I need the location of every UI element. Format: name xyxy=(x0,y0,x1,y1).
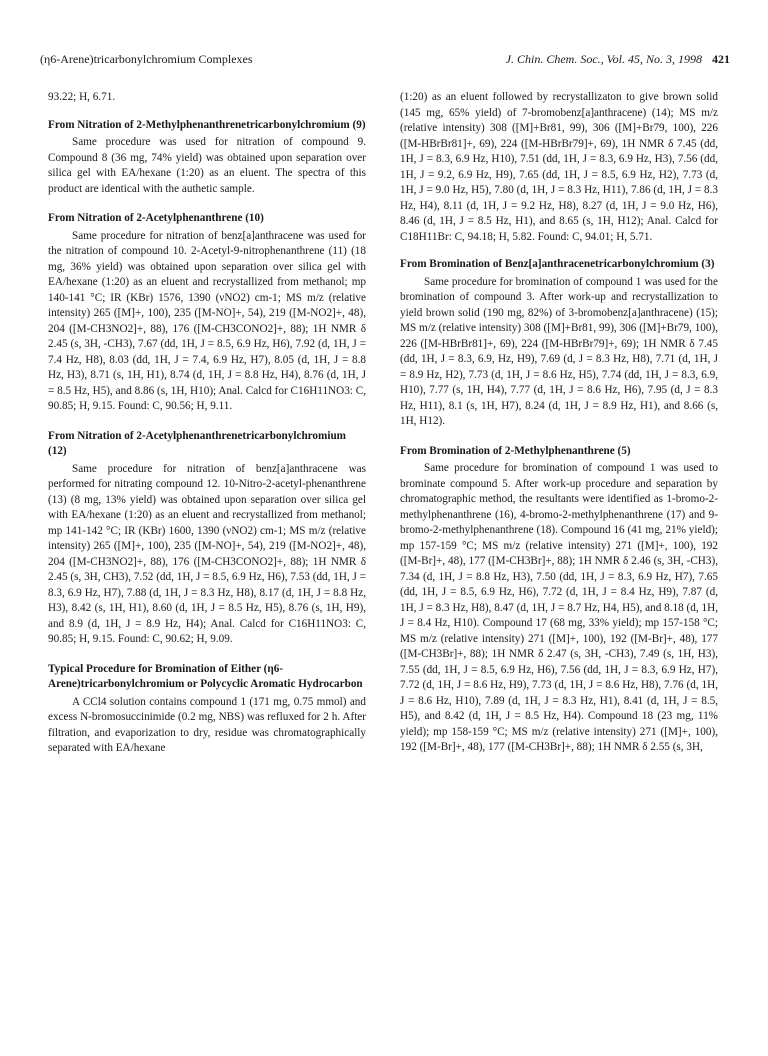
section-body: Same procedure for bromination of compound 1 was used for the bromination of compound 3. After work-up and recrystallization to yield brown solid (190 mg, 82%) of 3-bromobenz[a]anthracene) (15); MS m/z (relative intensity) 308 ([M]+Br81, 99), 306 ([M]+Br79, 100), 226 ([M-HBrBr81]+, 69), 224 ([M-HBrBr79]+, 69); 1H NMR δ 7.45 (dd, 1H, J = 8.3, 6.9, Hz, H9), 7.69 (d, J = 8.3 Hz, H8), 7.71 (d, 1H, J = 8.9 Hz, H2), 7.73 (d, 1H, J = 8.6 Hz, H5), 7.74 (dd, 1H, J = 8.3, 6.9, H10), 7.77 (s, 1H, H4), 7.77 (d, 1H, J = 8.6 Hz, H6), 7.95 (d, J = 8.3 Hz, H11), 8.1 (s, 1H, H7), 8.24 (d, 1H, J = 8.9 Hz, H1), and 8.66 (s, 1H, H12). xyxy=(400,275,718,427)
section-heading: From Bromination of Benz[a]anthracenetricarbonylchromium (3) xyxy=(400,258,715,270)
right-column xyxy=(400,90,718,756)
left-column xyxy=(48,90,366,757)
continued-paragraph: 93.22; H, 6.71. xyxy=(48,91,116,103)
running-head-journal xyxy=(506,52,730,67)
page-number: 421 xyxy=(712,52,730,66)
section-body: Same procedure was used for nitration of compound 9. Compound 8 (36 mg, 74% yield) was obtained upon separation over silica gel with EA/hexane (1:20) as an eluent. The spectra of this product are identical with the authetic sample. xyxy=(48,136,366,195)
running-head xyxy=(40,52,730,68)
section-body: A CCl4 solution contains compound 1 (171 mg, 0.75 mmol) and excess N-bromosuccinimide (0.2 mg, NBS) was refluxed for 2 h. After filtration, and evaporization to dry, residue was chromatographically separated with EA/hexane xyxy=(48,695,366,754)
running-head-title: (η6-Arene)tricarbonylchromium Complexes xyxy=(40,52,253,66)
section-body: Same procedure for nitration of benz[a]anthracene was used for the nitration of compound 10. 2-Acetyl-9-nitrophenanthrene (11) (18 mg, 36% yield) was obtained upon separation over silica gel with EA/hexane (1:20) as an eluent and recrystallized from methanol; mp 140-141 °C; IR (KBr) 1576, 1390 (νNO2) cm-1; MS m/z (relative intensity) 265 ([M]+, 100), 235 ([M-NO]+, 54), 219 ([M-NO2]+, 48), 204 ([M-CH3NO2]+, 88), 176 ([M-CH3CONO2]+, 88); 1H NMR δ 2.45 (s, 3H, -CH3), 7.67 (dd, 1H, J = 8.5, 6.9 Hz, H6), 7.92 (d, 1H, J = 7.4 Hz, H8), 8.03 (dd, 1H, J = 7.4, 6.9 Hz, H7), 8.05 (d, 1H, J = 8.8 Hz, H3), 8.71 (s, 1H, H1), 8.74 (d, 1H, J = 8.8 Hz, H4), 8.76 (d, 1H, J = 8.5 Hz, H5), and 8.86 (s, 1H, H10); Anal. Calcd for C16H11NO3: C, 90.85; H, 9.15. Found: C, 90.56; H, 9.11. xyxy=(48,229,366,412)
section-heading: Typical Procedure for Bromination of Either (η6-Arene)tricarbonylchromium or Polycyclic Aromatic Hydrocarbon xyxy=(48,662,363,690)
journal-citation: J. Chin. Chem. Soc., Vol. 45, No. 3, 1998 xyxy=(505,52,702,66)
section-body: Same procedure for bromination of compound 1 was used to brominate compound 5. After work-up procedure and separation by chromatographic method, the resultants were identified as 1-bromo-2-methylphenanthrene (16), 4-bromo-2-methylphenanthrene (17) and 9-bromo-2-methylphenanthrene (18). Compound 16 (41 mg, 21% yield); mp 157-159 °C; MS m/z (relative intensity) 271 ([M]+, 100), 192 ([M-Br]+, 48), 177 ([M-CH3Br]+, 88); 1H NMR δ 2.46 (s, 3H, -CH3), 7.34 (d, 1H, J = 8.8 Hz, H3), 7.50 (dd, 1H, J = 8.3, 6.9 Hz, H7), 7.65 (dd, 1H, J = 8.5, 6.9 Hz, H6), 7.72 (d, 1H, J = 8.4 Hz, H9), 7.87 (d, 1H, J = 8.3 Hz, H8), 8.47 (d, 1H, J = 8.7 Hz, H4, H5), and 8.18 (d, 1H, J = 8.4 Hz, H10). Compound 17 (68 mg, 33% yield); mp 157-158 °C; MS m/z (relative intensity) 271 ([M]+, 100), 192 ([M-Br]+, 48), 177 ([M-CH3Br]+, 88); 1H NMR δ 2.47 (s, 3H, -CH3), 7.49 (s, 1H, H3), 7.55 (dd, 1H, J = 8.5, 6.9 Hz, H6), 7.56 (dd, 1H, J = 8.3, 6.9 Hz, H7), 7.72 (d, 1H, J = 8.6 Hz, H9), 7.73 (d, 1H, J = 8.6 Hz, H8), 7.76 (d, 1H, J = 8.6 Hz, H10), 7.89 (d, 1H, J = 8.3 Hz, H1), 8.41 (d, 1H, J = 8.5, H5), and 8.42 (d, 1H, J = 8.5 Hz, H4). Compound 18 (23 mg, 11% yield); mp 158-159 °C; MS m/z (relative intensity) 271 ([M]+, 100), 192 ([M-Br]+, 48), 177 ([M-CH3Br]+, 88); 1H NMR δ 2.55 (s, 3H, xyxy=(400,462,718,753)
section-heading: From Nitration of 2-Acetylphenanthrenetricarbonylchromium (12) xyxy=(48,429,346,457)
section-heading: From Nitration of 2-Acetylphenanthrene (10) xyxy=(48,212,264,224)
section-heading: From Nitration of 2-Methylphenanthrenetricarbonylchromium (9) xyxy=(48,118,366,131)
section-heading: From Bromination of 2-Methylphenanthrene (5) xyxy=(400,444,631,457)
continued-paragraph: (1:20) as an eluent followed by recrystallizaton to give brown solid (145 mg, 65% yield) of 7-bromobenz[a]anthracene) (14); MS m/z (relative intensity) 308 ([M]+Br81, 99), 306 ([M]+Br79, 100), 226 ([M-HBrBr81]+, 69), 224 ([M-HBrBr79]+, 69), 1H NMR δ 7.45 (dd, 1H, J = 8.3, 6.9 Hz, H10), 7.51 (dd, 1H, J = 8.3, 6.9 Hz, H3), 7.56 (dd, 1H, J = 9.2, 6.9 Hz, H9), 7.65 (dd, 1H, J = 8.5, 6.9 Hz, H2), 7.73 (d, 1H, J = 9.0 Hz, H5), 7.80 (d, 1H, J = 8.3 Hz, H11), 7.86 (d, 1H, J = 8.3 Hz, H4), 8.11 (d, 1H, J = 9.2 Hz, H8), 8.27 (d, 1H, J = 9.0 Hz, H6), 8.46 (d, 1H, J = 8.5 Hz, H1), and 8.65 (s, 1H, H12); Anal. Calcd for C18H11Br: C, 94.18; H, 5.82. Found: C, 94.01; H, 5.71. xyxy=(400,91,718,243)
section-body: Same procedure for nitration of benz[a]anthracene was performed for nitrating compound 12. 10-Nitro-2-acetyl-phenanthrene (13) (8 mg, 13% yield) was obtained upon separation over silica gel with EA/hexane (1:20) as an eluent and recrystallized from methanol; mp 141-142 °C; IR (KBr) 1600, 1390 (νNO2) cm-1; MS m/z (relative intensity) 265 ([M]+, 100), 235 ([M-NO]+, 54), 219 ([M-NO2]+, 48), 204 ([M-CH3NO2]+, 88), 176 ([M-CH3CONO2]+, 88); 1H NMR δ 2.45 (s, 3H, CH3), 7.52 (dd, 1H, J = 8.5, 6.9 Hz, H6), 7.53 (dd, 1H, J = 8.3, 6.9 Hz, H7), 7.88 (d, 1H, J = 8.3 Hz, H8), 8.17 (d, 1H, J = 8.8 Hz, H3), 8.42 (s, 1H, H1), 8.60 (d, 1H, J = 8.5 Hz, H5), 8.76 (s, 1H, H9), and 8.9 (d, 1H, J = 8.9 Hz, H4); Anal. Calcd for C16H11NO3: C, 90.85; H, 9.15. Found: C, 90.62; H, 9.09. xyxy=(48,462,366,645)
